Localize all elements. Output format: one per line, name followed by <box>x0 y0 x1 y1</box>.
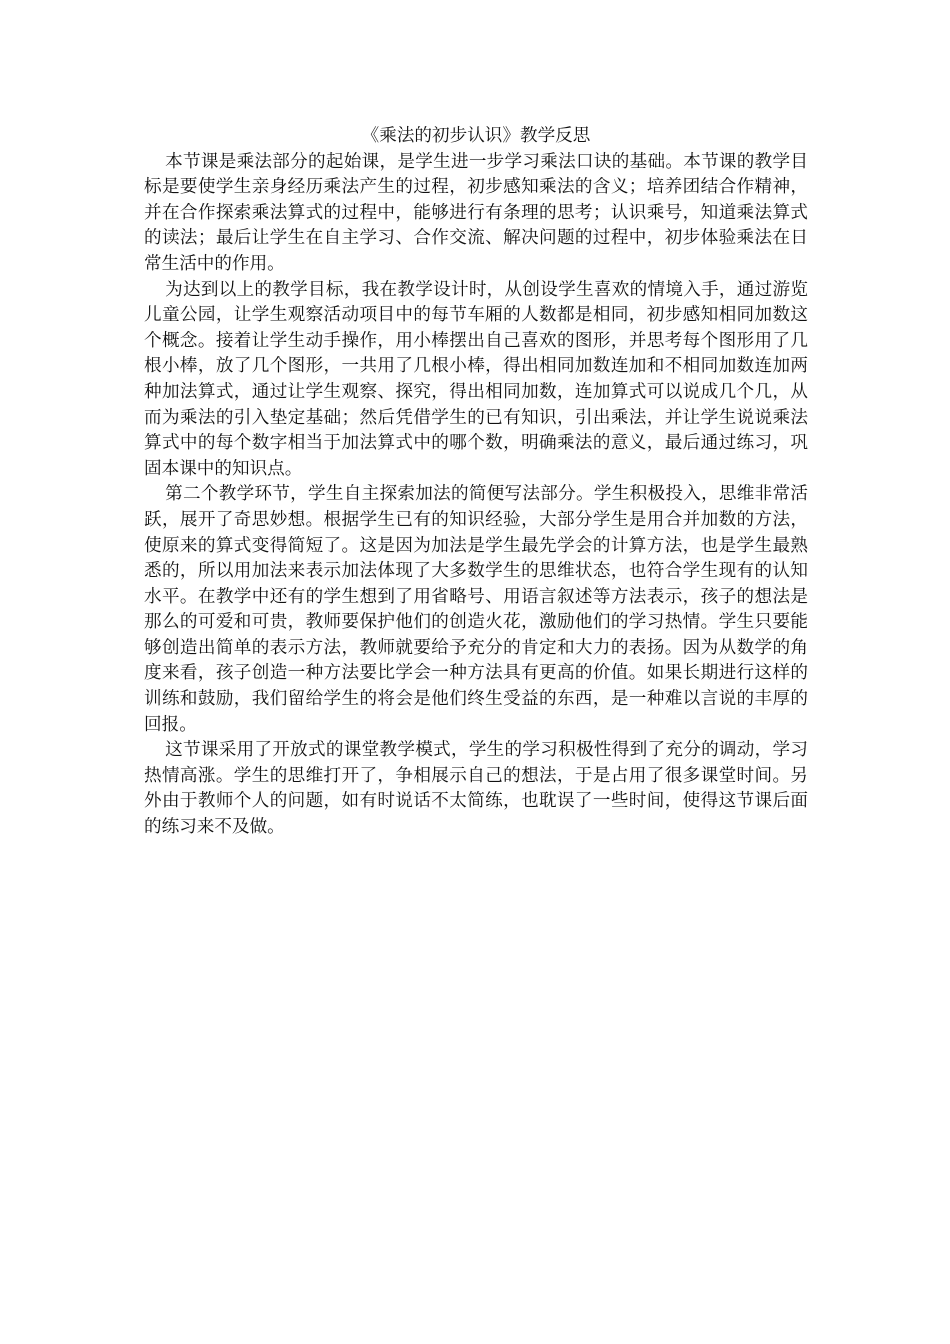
document-body <box>144 124 808 841</box>
paragraph-second-segment: 第二个教学环节，学生自主探索加法的简便写法部分。学生积极投入，思维非常活跃，展开了奇思妙想。根据学生已有的知识经验，大部分学生是用合并加数的方法，使原来的算式变得简短了。这是因为加法是学生最先学会的计算方法，也是学生最熟悉的，所以用加法来表示加法体现了大多数学生的思维状态，也符合学生现有的认知水平。在教学中还有的学生想到了用省略号、用语言叙述等方法表示，孩子的想法是那么的可爱和可贵，教师要保护他们的创造火花，激励他们的学习热情。学生只要能够创造出简单的表示方法，教师就要给予充分的肯定和大力的表扬。因为从数学的角度来看，孩子创造一种方法要比学会一种方法具有更高的价值。如果长期进行这样的训练和鼓励，我们留给学生的将会是他们终生受益的东西，是一种难以言说的丰厚的回报。 <box>144 484 808 735</box>
document-title: 《乘法的初步认识》教学反思 <box>361 126 591 146</box>
paragraph-design: 为达到以上的教学目标，我在教学设计时，从创设学生喜欢的情境入手，通过游览儿童公园，让学生观察活动项目中的每节车厢的人数都是相同，初步感知相同加数这个概念。接着让学生动手操作，用小棒摆出自己喜欢的图形，并思考每个图形用了几根小棒，放了几个图形，一共用了几根小棒，得出相同加数连加和不相同加数连加两种加法算式，通过让学生观察、探究，得出相同加数，连加算式可以说成几个几，从而为乘法的引入垫定基础；然后凭借学生的已有知识，引出乘法，并让学生说说乘法算式中的每个数字相当于加法算式中的哪个数，明确乘法的意义，最后通过练习，巩固本课中的知识点。 <box>144 279 808 479</box>
paragraph-intro: 本节课是乘法部分的起始课，是学生进一步学习乘法口诀的基础。本节课的教学目标是要使学生亲身经历乘法产生的过程，初步感知乘法的含义；培养团结合作精神，并在合作探索乘法算式的过程中，能够进行有条理的思考；认识乘号，知道乘法算式的读法；最后让学生在自主学习、合作交流、解决问题的过程中，初步体验乘法在日常生活中的作用。 <box>144 151 808 274</box>
paragraph-conclusion: 这节课采用了开放式的课堂教学模式，学生的学习积极性得到了充分的调动，学习热情高涨。学生的思维打开了，争相展示自己的想法，于是占用了很多课堂时间。另外由于教师个人的问题，如有时说话不太简练，也耽误了一些时间，使得这节课后面的练习来不及做。 <box>144 740 808 838</box>
